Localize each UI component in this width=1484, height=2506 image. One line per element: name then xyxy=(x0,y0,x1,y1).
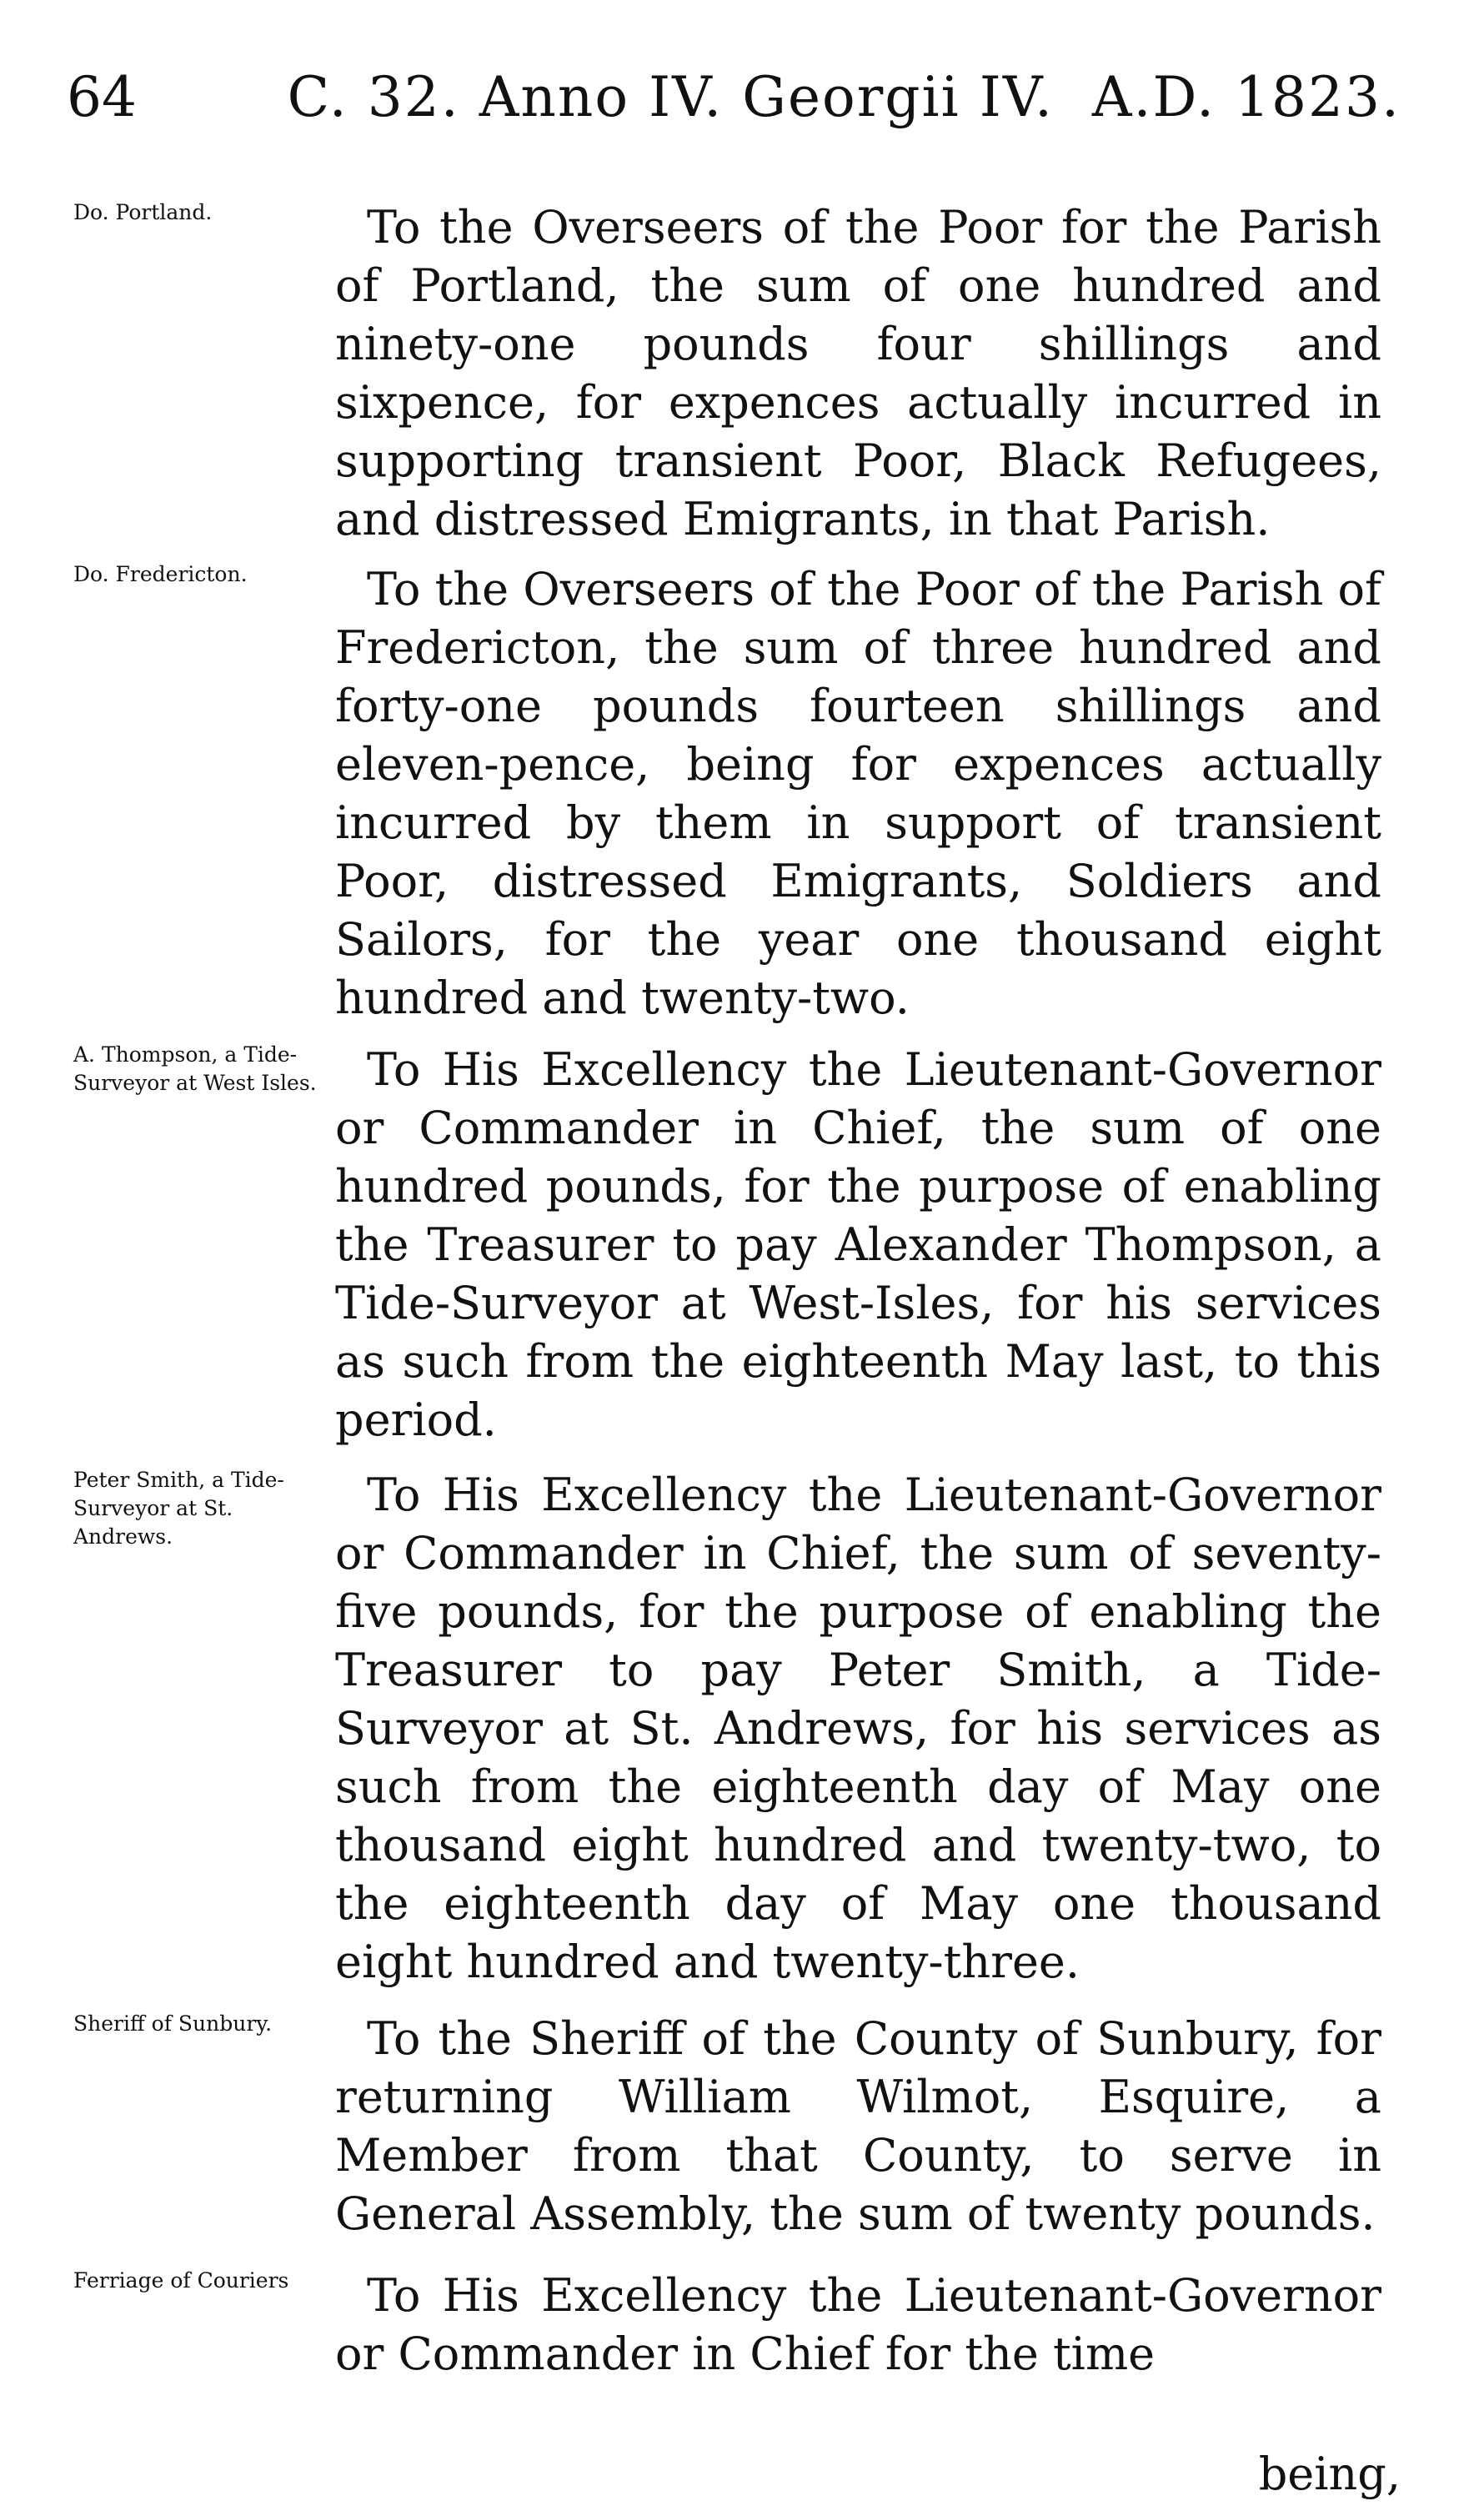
catchword: being, xyxy=(1258,2448,1401,2500)
running-head: C. 32. Anno IV. Georgii IV. A.D. 1823. xyxy=(287,65,1401,129)
marginal-note-smith: Peter Smith, a Tide-Surveyor at St. Andrews. xyxy=(73,1468,284,1549)
paragraph-fredericton: To the Overseers of the Poor of the Parish of Fredericton, the sum of three hundred and forty-one pounds fourteen shillings and eleven-pence, being for expences actually incurred by them in support of transient Poor, distressed Emigrants, Soldiers and Sailors, for the year one thousand eight hundred and twenty-two. xyxy=(335,563,1381,1024)
paragraph-thompson: To His Excellency the Lieutenant-Governor or Commander in Chief, the sum of one hundred pounds, for the purpose of enabling the Treasurer to pay Alexander Thompson, a Tide-Surveyor at West-Isles, for his services as such from the eighteenth May last, to this period. xyxy=(335,1043,1381,1446)
page-header xyxy=(67,65,1401,140)
paragraph-sunbury: To the Sheriff of the County of Sunbury, for returning William Wilmot, Esquire, a Member from that County, to serve in General Assembly, the sum of twenty pounds. xyxy=(335,2012,1381,2240)
marginal-note-fredericton: Do. Fredericton. xyxy=(73,562,248,586)
page-number: 64 xyxy=(67,65,137,129)
paragraph-portland: To the Overseers of the Poor for the Parish of Portland, the sum of one hundred and ninety-one pounds four shillings and sixpence, for expences actually incurred in supporting transient Poor, Black Refugees, and distressed Emigrants, in that Parish. xyxy=(335,201,1381,545)
marginal-note-ferriage: Ferriage of Couriers xyxy=(73,2268,289,2293)
paragraph-ferriage: To His Excellency the Lieutenant-Governor or Commander in Chief for the time xyxy=(335,2269,1381,2380)
paragraph-smith: To His Excellency the Lieutenant-Governor or Commander in Chief, the sum of seventy-five pounds, for the purpose of enabling the Treasurer to pay Peter Smith, a Tide-Surveyor at St. Andrews, for his services as such from the eighteenth day of May one thousand eight hundred and twenty-two, to the eighteenth day of May one thousand eight hundred and twenty-three. xyxy=(335,1469,1381,1988)
marginal-note-thompson: A. Thompson, a Tide-Surveyor at West Isles. xyxy=(73,1042,317,1095)
marginal-note-sunbury: Sheriff of Sunbury. xyxy=(73,2011,273,2036)
marginal-note-portland: Do. Portland. xyxy=(73,200,213,224)
